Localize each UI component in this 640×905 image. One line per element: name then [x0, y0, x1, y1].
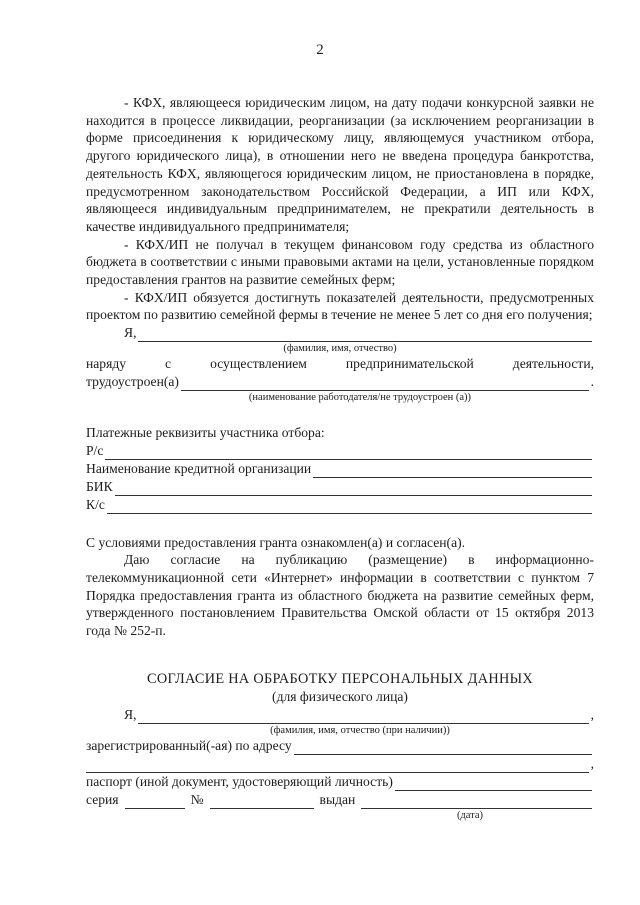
employed-row — [86, 373, 594, 391]
fio-field[interactable] — [138, 328, 592, 342]
passport-label: паспорт (иной документ, удостоверяющий личность) — [86, 774, 393, 790]
bank-label: Наименование кредитной организации — [86, 460, 312, 476]
page-number: 2 — [316, 42, 324, 58]
agreement-publication: Даю согласие на публикацию (размещение) в информационно-телекоммуникационной сети «Интернет» информации в соответствии с пунктом 7 Порядка предоставления гранта из областного бюджета на развитие семейных ферм, утвержденного постановлением Правительства Омской области от 15 октября 2013 года № 252-п. — [86, 552, 594, 639]
rs-label: Р/с — [86, 442, 104, 458]
series-label: серия — [86, 792, 119, 808]
ks-field[interactable] — [107, 500, 592, 514]
consent-title: СОГЛАСИЕ НА ОБРАБОТКУ ПЕРСОНАЛЬНЫХ ДАННЫХ — [147, 670, 533, 687]
paragraph-obligation: - КФХ/ИП обязуется достигнуть показателей деятельности, предусмотренных проектом по развитию семейной фермы в течение не менее 5 лет со дня его получения; — [86, 289, 594, 323]
bik-label: БИК — [86, 478, 113, 494]
paragraph-no-funds: - КФХ/ИП не получал в текущем финансовом году средства из областного бюджета в соответствии с иными правовыми актами на цели, установленные порядком предоставления грантов на развитие семейных ферм; — [86, 236, 594, 288]
fio-caption: (фамилия, имя, отчество) — [283, 343, 397, 355]
address-end: , — [590, 756, 594, 772]
bank-field[interactable] — [313, 464, 592, 478]
passport-row — [86, 773, 594, 791]
date-caption: (дата) — [456, 809, 484, 821]
along-text: наряду с осуществлением предпринимательской деятельности, — [86, 356, 594, 372]
consent-i-label: Я, — [124, 707, 137, 723]
employed-end: . — [590, 374, 594, 390]
series-row — [86, 791, 594, 809]
series-field[interactable] — [125, 795, 185, 809]
fio-row — [86, 324, 594, 342]
consent-fio-field[interactable] — [138, 710, 588, 724]
passport-field[interactable] — [395, 777, 592, 791]
requisites-title: Платежные реквизиты участника отбора: — [86, 424, 325, 440]
address-row — [86, 737, 594, 755]
rs-row — [86, 442, 594, 460]
ks-row — [86, 496, 594, 514]
address-field[interactable] — [294, 741, 592, 755]
issued-field[interactable] — [361, 795, 592, 809]
paragraph-liquidation: - КФХ, являющееся юридическим лицом, на дату подачи конкурсной заявки не находится в процессе ликвидации, реорганизации (за исключением реорганизации в форме присоединения к юридическому лицу, являющемуся участником отбора, другого юридического лица), в отношении него не введена процедура банкротства, деятельность КФХ, являющегося юридическим лицом, не приостановлена в порядке, предусмотренном законодательством Российской Федерации, а ИП или КФХ, являющееся индивидуальным предпринимателем, не прекратили деятельность в качестве индивидуального предпринимателя; — [86, 95, 594, 234]
issued-label: выдан — [319, 792, 356, 808]
number-field[interactable] — [210, 795, 314, 809]
rs-field[interactable] — [105, 446, 592, 460]
bank-row — [86, 460, 594, 478]
document-body — [86, 94, 594, 822]
employer-field[interactable] — [181, 377, 589, 391]
employer-caption: (наименование работодателя/не трудоустроен (а)) — [248, 391, 472, 403]
consent-i-end: , — [590, 707, 594, 723]
number-label: № — [190, 792, 204, 808]
address-row-2 — [86, 755, 594, 773]
bik-row — [86, 478, 594, 496]
consent-fio-caption: (фамилия, имя, отчество (при наличии)) — [270, 724, 450, 736]
consent-subtitle: (для физического лица) — [272, 688, 408, 704]
consent-fio-row — [86, 706, 594, 724]
address-field-2[interactable] — [86, 759, 589, 773]
i-label: Я, — [124, 325, 137, 341]
employed-label: трудоустроен(а) — [86, 374, 179, 390]
bik-field[interactable] — [115, 482, 592, 496]
registered-label: зарегистрированный(-ая) по адресу — [86, 738, 292, 754]
ks-label: К/с — [86, 496, 105, 512]
agreement-acknowledged: С условиями предоставления гранта ознакомлен(а) и согласен(а). — [86, 534, 466, 550]
